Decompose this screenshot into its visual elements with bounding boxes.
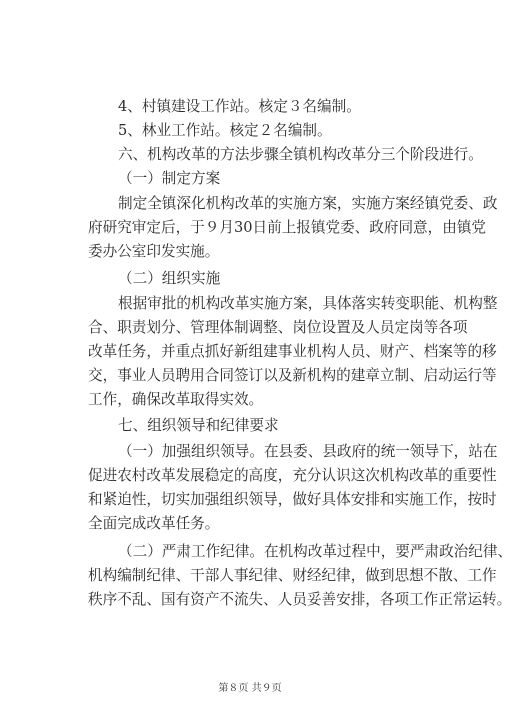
section-heading: 七、组织领导和纪律要求 [118,417,279,434]
paragraph-line: 和紧迫性，切实加强组织领导，做好具体安排和实施工作，按时 [88,491,497,508]
subsection-heading: （二）组织实施 [118,270,221,287]
paragraph-line: 府研究审定后，于９月30日前上报镇党委、政府同意，由镇党 [88,219,487,236]
paragraph-line: （二）严肃工作纪律。在机构改革过程中，要严肃政治纪律、 [118,543,512,560]
paragraph-line: 促进农村改革发展稳定的高度，充分认识这次机构改革的重要性 [88,467,497,484]
subsection-heading: （一）制定方案 [118,170,221,187]
paragraph-line: 机构编制纪律、干部人事纪律、财经纪律，做到思想不散、工作 [88,567,497,584]
page-footer: 第８页 共９页 [218,683,282,694]
paragraph-line: 5、林业工作站。核定２名编制。 [118,122,332,139]
section-heading: 六、机构改革的方法步骤全镇机构改革分三个阶段进行。 [118,146,483,163]
paragraph-line: 制定全镇深化机构改革的实施方案，实施方案经镇党委、政 [118,195,498,212]
paragraph-line: 秩序不乱、国有资产不流失、人员妥善安排，各项工作正常运转。 [88,591,512,608]
paragraph-line: 工作，确保改革取得实效。 [88,391,264,408]
paragraph-line: （一）加强组织领导。在县委、县政府的统一领导下，站在 [118,443,498,460]
paragraph-line: 交，事业人员聘用合同签订以及新机构的建章立制、启动运行等 [88,367,497,384]
paragraph-line: 全面完成改革任务。 [88,515,220,532]
paragraph-line: 根据审批的机构改革实施方案，具体落实转变职能、机构整 [118,295,498,312]
paragraph-line: 委办公室印发实施。 [88,243,220,260]
paragraph-line: 改革任务，并重点抓好新组建事业机构人员、财产、档案等的移 [88,343,497,360]
paragraph-line: 4、村镇建设工作站。核定３名编制。 [118,98,361,115]
paragraph-line: 合、职责划分、管理体制调整、岗位设置及人员定岗等各项 [88,319,468,336]
